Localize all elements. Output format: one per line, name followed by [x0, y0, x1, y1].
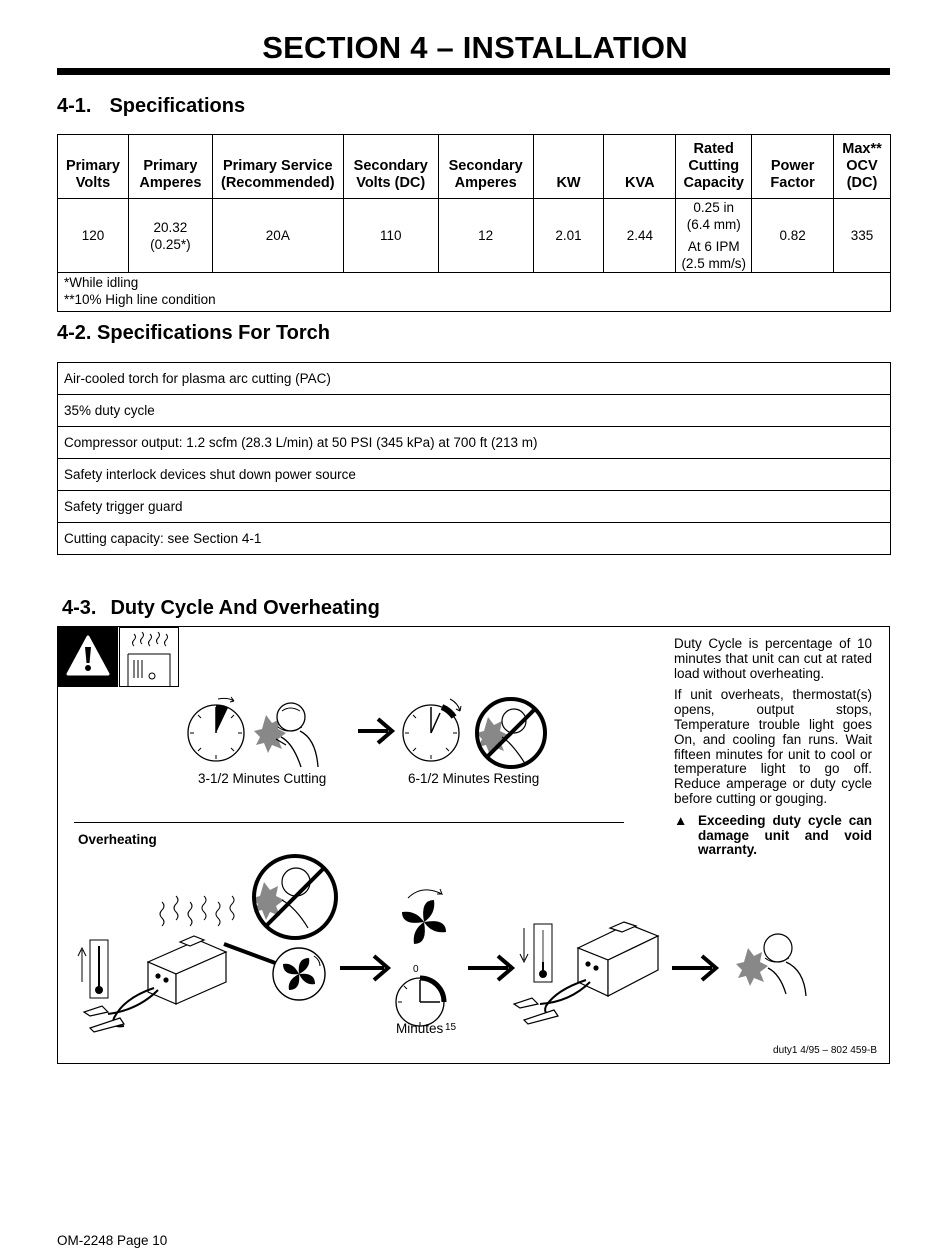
thermometer-icon: [520, 924, 552, 982]
heading-text: Specifications: [109, 95, 246, 117]
cell-primary-service: 20A: [212, 199, 343, 273]
col-header: Secondary Amperes: [438, 135, 533, 199]
fan-icon: [402, 889, 446, 944]
col-header: Secondary Volts (DC): [343, 135, 438, 199]
cell-line: (0.25*): [150, 236, 191, 252]
specifications-table: [57, 134, 891, 312]
overheating-label: Overheating: [78, 832, 157, 847]
cell-line: 0.25 in: [693, 200, 734, 215]
clock-icon: [396, 978, 444, 1026]
divider: [74, 822, 624, 823]
col-header: Rated Cutting Capacity: [676, 135, 752, 199]
warning-icon: [58, 627, 118, 687]
warning-triangle-icon: ▲: [674, 812, 688, 828]
col-header: KW: [533, 135, 604, 199]
clock-icon: [403, 699, 461, 761]
heading-text: Duty Cycle And Overheating: [110, 597, 380, 619]
duty-cycle-heading: [62, 597, 380, 620]
cell-power-factor: 0.82: [752, 199, 834, 273]
operator-icon: [254, 703, 318, 767]
heading-number: 4-1.: [57, 95, 92, 117]
list-item: Safety interlock devices shut down power source: [58, 458, 890, 490]
arrow-icon: [672, 956, 716, 980]
thermometer-icon: [78, 940, 108, 998]
col-header: KVA: [604, 135, 676, 199]
warning-note: [674, 814, 872, 858]
col-header: Primary Amperes: [128, 135, 212, 199]
page-footer: OM-2248 Page 10: [57, 1233, 168, 1248]
list-item: 35% duty cycle: [58, 394, 890, 426]
cell-secondary-amperes: 12: [438, 199, 533, 273]
operator-icon: [736, 934, 806, 996]
cell-kw: 2.01: [533, 199, 604, 273]
col-header: Primary Volts: [58, 135, 129, 199]
timer-start: 0: [413, 964, 419, 975]
overheating-illustration: [68, 852, 828, 1052]
cell-cutting-capacity: [676, 199, 752, 273]
overheat-paragraph: If unit overheats, thermostat(s) opens, output stops, Temperature trouble light goes On, and cooling fan runs. Wait fifteen minutes for unit to cool or temperature light to go off. Reduce amperage or duty cycle before cutting or gouging.: [674, 687, 872, 806]
note-line: *While idling: [64, 275, 139, 290]
figure-reference: duty1 4/95 – 802 459-B: [773, 1045, 877, 1056]
cell-line: 20.32: [153, 219, 188, 235]
fan-icon: [273, 948, 325, 1000]
title-rule: [57, 68, 890, 75]
note-line: **10% High line condition: [64, 292, 216, 307]
timer-end: 15: [445, 1022, 457, 1033]
warning-text: Exceeding duty cycle can damage unit and void warranty.: [698, 812, 872, 858]
heat-waves: [160, 896, 234, 926]
cell-kva: 2.44: [604, 199, 676, 273]
cell-line: At 6 IPM: [687, 239, 740, 254]
cell-primary-amperes: [128, 199, 212, 273]
cell-ocv: 335: [834, 199, 891, 273]
duty-cycle-figure: [57, 626, 890, 1064]
section-title: SECTION 4 – INSTALLATION: [262, 30, 688, 65]
cell-line: (6.4 mm): [686, 217, 741, 232]
heat-machine-icon: [119, 627, 179, 687]
cell-primary-volts: 120: [58, 199, 129, 273]
col-header: Power Factor: [752, 135, 834, 199]
cell-secondary-volts: 110: [343, 199, 438, 273]
minutes-label: Minutes: [396, 1021, 444, 1036]
no-operator-icon: [252, 856, 336, 938]
specifications-heading: [57, 95, 245, 118]
table-notes-row: [58, 273, 891, 312]
cell-line: (2.5 mm/s): [681, 256, 746, 271]
col-header: Primary Service (Recommended): [212, 135, 343, 199]
heading-number: 4-3.: [62, 597, 97, 619]
arrow-icon: [340, 956, 388, 980]
torch-heading: 4-2. Specifications For Torch: [57, 322, 331, 344]
clock-icon: [188, 697, 244, 761]
table-header-row: [58, 135, 891, 199]
duty-cycle-paragraph: Duty Cycle is percentage of 10 minutes that unit can cut at rated load without overheating.: [674, 636, 872, 681]
col-header: Max** OCV (DC): [834, 135, 891, 199]
list-item: Safety trigger guard: [58, 490, 890, 522]
cutting-caption: 3-1/2 Minutes Cutting: [198, 771, 327, 786]
arrow-icon: [358, 719, 392, 743]
arrow-icon: [468, 956, 512, 980]
list-item: Air-cooled torch for plasma arc cutting (PAC): [64, 371, 331, 386]
list-item: Cutting capacity: see Section 4-1: [58, 522, 890, 554]
list-item: Compressor output: 1.2 scfm (28.3 L/min) at 50 PSI (345 kPa) at 700 ft (213 m): [58, 426, 890, 458]
table-notes: [58, 273, 891, 312]
resting-caption: 6-1/2 Minutes Resting: [408, 771, 540, 786]
no-operator-icon: [476, 699, 545, 767]
table-row: [58, 199, 891, 273]
duty-cycle-text: [674, 637, 872, 865]
torch-spec-list: [57, 362, 891, 555]
